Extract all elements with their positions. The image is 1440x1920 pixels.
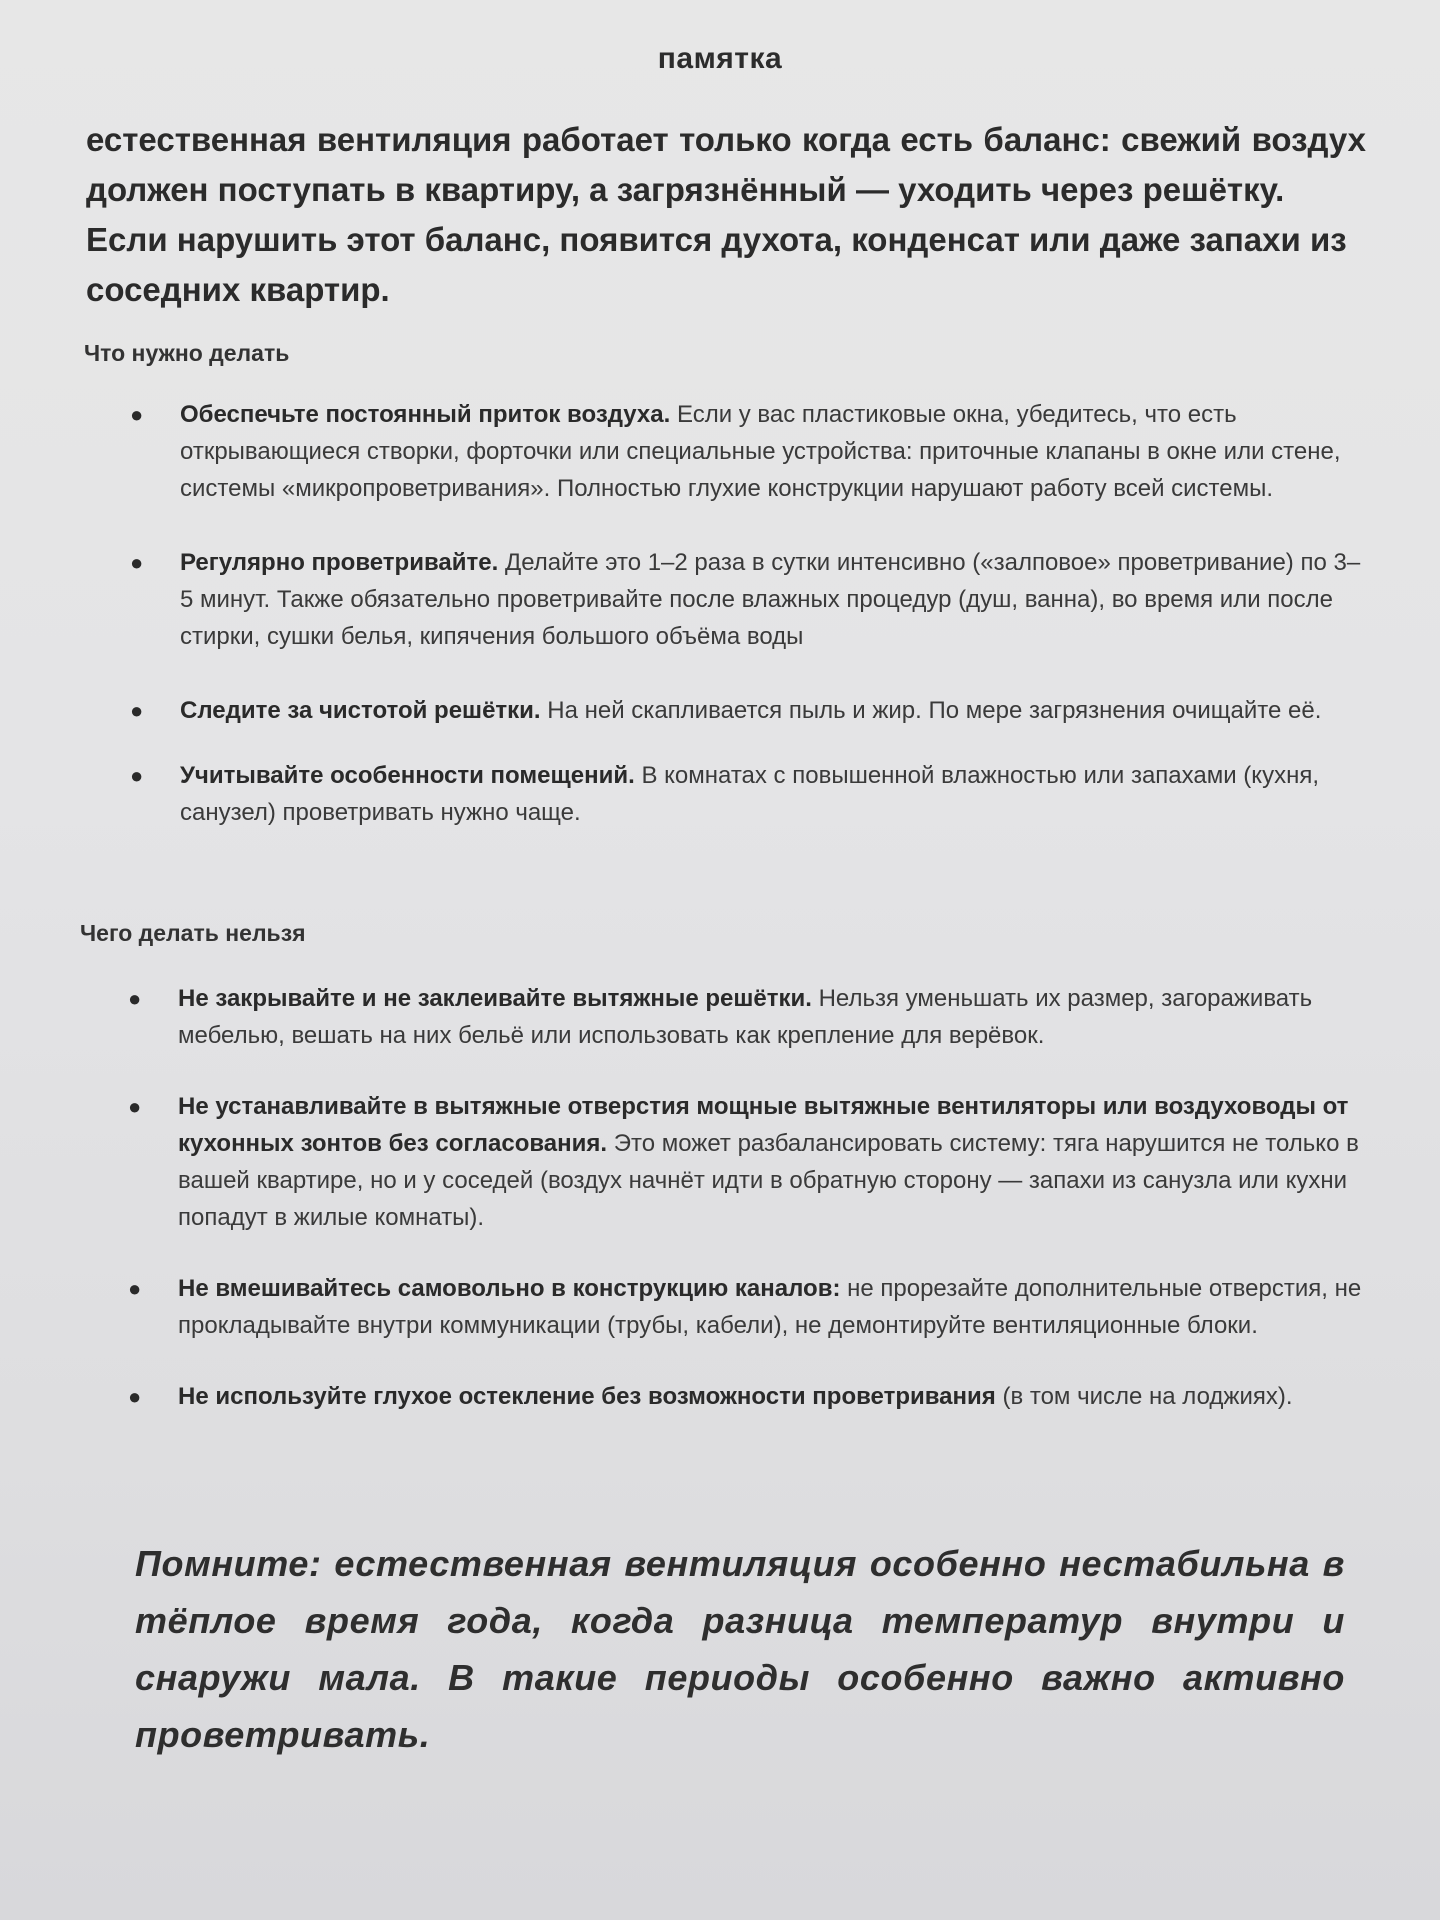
item-text: Если у вас пластиковые окна, убедитесь, что есть открывающиеся створки, форточки или специальные устройства: приточные клапаны в окне или стене, системы «микропроветривания». Полностью глухие конструкции нарушают работу всей системы.	[180, 401, 1341, 502]
reminder-note: Помните: естественная вентиляция особенно нестабильна в тёплое время года, когда разница температур внутри и снаружи мала. В такие периоды особенно важно активно проветривать.	[135, 1543, 1345, 1755]
item-text: Делайте это 1–2 раза в сутки интенсивно («залповое» проветривание) по 3–5 минут. Также обязательно проветривайте после влажных процедур (душ, ванна), во время или после стирки, сушки белья, кипячения большого объёма воды	[180, 549, 1361, 650]
intro-line: соседних квартир.	[86, 271, 390, 308]
intro-paragraph	[86, 115, 1366, 315]
intro-line: должен поступать в квартиру, а загрязнённый — уходить через решётку.	[86, 171, 1285, 208]
section-heading-dont: Чего делать нельзя	[80, 920, 306, 946]
page-title: памятка	[657, 42, 783, 75]
list-item	[130, 692, 1370, 729]
bullet-icon: ●	[128, 1094, 142, 1119]
item-text: В комнатах с повышенной влажностью или запахами (кухня, санузел) проветривать нужно чаще.	[180, 762, 1319, 826]
item-bold-text: Не вмешивайтесь самовольно в конструкцию каналов:	[178, 1275, 841, 1302]
intro-line: естественная вентиляция работает только когда есть баланс: свежий воздух	[86, 121, 1366, 158]
bullet-icon: ●	[130, 550, 144, 575]
item-text: На ней скапливается пыль и жир. По мере загрязнения очищайте её.	[540, 697, 1322, 724]
list-item	[128, 1378, 1368, 1415]
item-bold-text: Не используйте глухое остекление без возможности проветривания	[178, 1383, 996, 1410]
bullet-icon: ●	[130, 763, 144, 788]
bullet-icon: ●	[130, 402, 144, 427]
item-bold-text: Регулярно проветривайте.	[180, 549, 499, 576]
list-item	[128, 980, 1368, 1054]
item-bold-text: Не закрывайте и не заклеивайте вытяжные решётки.	[178, 985, 812, 1012]
dont-list	[128, 980, 1368, 1415]
bullet-icon: ●	[128, 986, 142, 1011]
item-text: (в том числе на лоджиях).	[995, 1383, 1293, 1410]
section-heading-do: Что нужно делать	[84, 340, 290, 366]
item-bold-text: Обеспечьте постоянный приток воздуха.	[180, 401, 671, 428]
list-item	[130, 396, 1370, 507]
item-bold-text: Учитывайте особенности помещений.	[180, 762, 635, 789]
list-item	[128, 1270, 1368, 1344]
list-item	[130, 757, 1370, 831]
bullet-icon: ●	[128, 1384, 142, 1409]
item-text: Это может разбалансировать систему: тяга нарушится не только в вашей квартире, но и у соседей (воздух начнёт идти в обратную сторону — запахи из санузла или кухни попадут в жилые комнаты).	[178, 1130, 1359, 1231]
do-list	[130, 396, 1370, 831]
item-bold-text: Следите за чистотой решётки.	[180, 697, 541, 724]
list-item	[130, 544, 1370, 655]
item-text: Нельзя уменьшать их размер, загораживать мебелью, вешать на них бельё или использовать как крепление для верёвок.	[178, 985, 1313, 1049]
list-item	[128, 1088, 1368, 1236]
item-bold-text: Не устанавливайте в вытяжные отверстия мощные вытяжные вентиляторы или воздуховоды от кухонных зонтов без согласования.	[178, 1093, 1349, 1157]
intro-line: Если нарушить этот баланс, появится духота, конденсат или даже запахи из	[86, 221, 1347, 258]
item-text: не прорезайте дополнительные отверстия, не прокладывайте внутри коммуникации (трубы, кабели), не демонтируйте вентиляционные блоки.	[178, 1275, 1362, 1339]
bullet-icon: ●	[128, 1276, 142, 1301]
bullet-icon: ●	[130, 698, 144, 723]
